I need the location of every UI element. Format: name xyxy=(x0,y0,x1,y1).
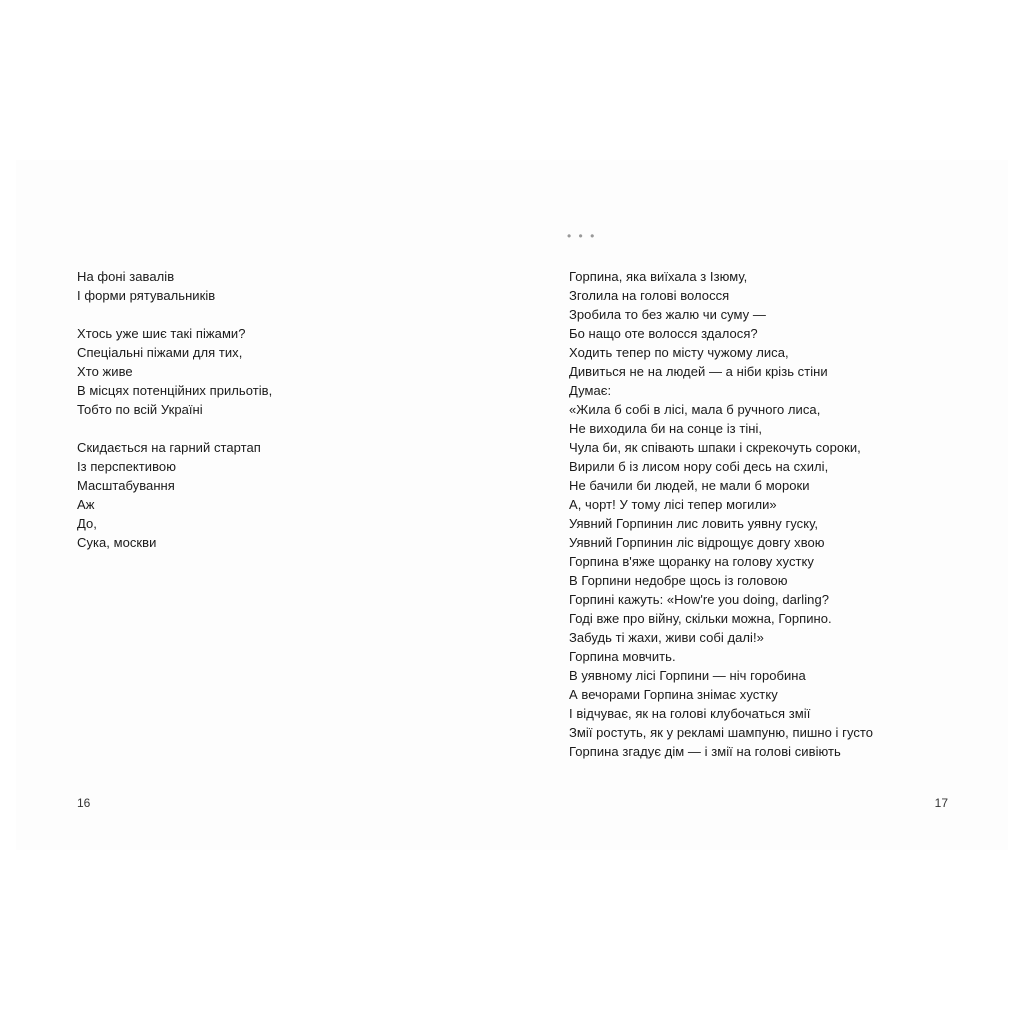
poem-line: Чула би, як співають шпаки і скрекочуть сороки, xyxy=(569,440,861,455)
page-number-right: 17 xyxy=(934,796,948,810)
poem-line: А вечорами Горпина знімає хустку xyxy=(569,687,778,702)
poem-line: На фоні завалів xyxy=(77,269,175,284)
poem-line: Горпина, яка виїхала з Ізюму, xyxy=(569,269,748,284)
poem-line: Горпина згадує дім — і змії на голові сивіють xyxy=(569,744,841,759)
poem-line: Не бачили би людей, не мали б мороки xyxy=(569,478,810,493)
poem-line: Зголила на голові волосся xyxy=(569,288,730,303)
poem-line: «Жила б собі в лісі, мала б ручного лиса, xyxy=(569,402,821,417)
poem-line: Думає: xyxy=(569,383,612,398)
poem-line: Змії ростуть, як у рекламі шампуню, пишно і густо xyxy=(569,725,874,740)
right-poem xyxy=(569,267,873,761)
poem-line: Бо нащо оте волосся здалося? xyxy=(569,326,758,341)
poem-line: Уявний Горпинин лис ловить уявну гуску, xyxy=(569,516,819,531)
poem-line xyxy=(77,305,272,324)
poem-line xyxy=(77,419,272,438)
poem-line: Вирили б із лисом нору собі десь на схилі, xyxy=(569,459,829,474)
poem-line: Не виходила би на сонце із тіні, xyxy=(569,421,763,436)
poem-line: Дивиться не на людей — а ніби крізь стіни xyxy=(569,364,828,379)
poem-line: Спеціальні піжами для тих, xyxy=(77,345,243,360)
poem-line: Тобто по всій Україні xyxy=(77,402,203,417)
poem-line: Ходить тепер по місту чужому лиса, xyxy=(569,345,789,360)
poem-line: А, чорт! У тому лісі тепер могили» xyxy=(569,497,777,512)
poem-line: Масштабування xyxy=(77,478,175,493)
poem-line: Горпині кажуть: «How're you doing, darling? xyxy=(569,592,830,607)
left-poem xyxy=(77,267,272,552)
poem-line: Скидається на гарний стартап xyxy=(77,440,261,455)
poem-line: В уявному лісі Горпини — ніч горобина xyxy=(569,668,806,683)
poem-line: В місцях потенційних прильотів, xyxy=(77,383,273,398)
poem-line: Забудь ті жахи, живи собі далі!» xyxy=(569,630,764,645)
poem-line: Горпина в'яже щоранку на голову хустку xyxy=(569,554,814,569)
right-page xyxy=(512,160,1008,850)
poem-line: Хтось уже шиє такі піжами? xyxy=(77,326,246,341)
section-separator: • • • xyxy=(567,229,597,243)
poem-line: Аж xyxy=(77,497,95,512)
poem-line: Хто живе xyxy=(77,364,133,379)
poem-line: Із перспективою xyxy=(77,459,176,474)
poem-line: До, xyxy=(77,516,97,531)
poem-line: І відчуває, як на голові клубочаться змії xyxy=(569,706,811,721)
poem-line: І форми рятувальників xyxy=(77,288,216,303)
poem-line: В Горпини недобре щось із головою xyxy=(569,573,788,588)
poem-line: Годі вже про війну, скільки можна, Горпино. xyxy=(569,611,832,626)
book-spread xyxy=(16,160,1008,850)
left-page xyxy=(16,160,512,850)
poem-line: Уявний Горпинин ліс відрощує довгу хвою xyxy=(569,535,825,550)
poem-line: Горпина мовчить. xyxy=(569,649,676,664)
page-number-left: 16 xyxy=(77,796,91,810)
poem-line: Сука, москви xyxy=(77,535,157,550)
poem-line: Зробила то без жалю чи суму — xyxy=(569,307,766,322)
